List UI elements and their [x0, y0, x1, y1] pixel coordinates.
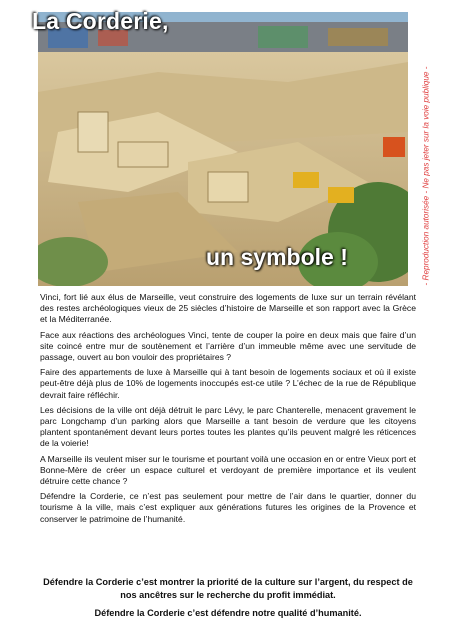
- paragraph: Vinci, fort lié aux élus de Marseille, veut construire des logements de luxe sur un terrain révélant des restes archéologiques vieux de 25 siècles d’histoire de Marseille et son rapport avec la Grèce et la Méditerranée.: [40, 292, 416, 325]
- side-note-text: - Reproduction autorisée - Ne pas jeter sur la voie publique -: [421, 66, 431, 286]
- title-un-symbole: un symbole !: [206, 244, 348, 270]
- closing-line: Défendre la Corderie c’est montrer la priorité de la culture sur l’argent, du respect de nos ancêtres sur le recherche du profit immédiat.: [43, 577, 413, 600]
- title-la-corderie: La Corderie,: [32, 8, 169, 34]
- paragraph: A Marseille ils veulent miser sur le tourisme et pourtant voilà une occasion en or entre Vieux port et Bonne-Mère de créer un espace culturel et verdoyant de première importance et ils veulent détruire cette chance ?: [40, 453, 416, 487]
- paragraph: Face aux réactions des archéologues Vinci, tente de couper la poire en deux mais que faire d’un site coincé entre mur de soutènement et l’arrière d’un immeuble même avec une servitude de passage, ouvert au bon vouloir des propriétaires ?: [40, 329, 416, 363]
- body-text: [40, 292, 416, 529]
- paragraph: Les décisions de la ville ont déjà détruit le parc Lévy, le parc Chanterelle, menacent gravement le parc Longchamp d’un parking alors que Marseille a tant besoin de verdure que les citoyens plantent spontanément devant leurs portes toutes les plantes qu’ils peuvent malgré les réticences de la voierie!: [40, 404, 416, 449]
- closing-statements: [40, 576, 416, 626]
- closing-line: Défendre la Corderie c’est défendre notre qualité d’humanité.: [94, 608, 362, 618]
- paragraph: Défendre la Corderie, ce n’est pas seulement pour mettre de l’air dans le quartier, donner du tourisme à la ville, mais c’est expliquer aux générations futures les origines de la Provence et conserver le patrimoine de l’humanité.: [40, 491, 416, 524]
- paragraph: Faire des appartements de luxe à Marseille qui à tant besoin de logements sociaux et où il existe peut-être déjà plus de 10% de logements inoccupés est-ce utile ? L’échec de la rue de République devrait faire réfléchir.: [40, 367, 416, 400]
